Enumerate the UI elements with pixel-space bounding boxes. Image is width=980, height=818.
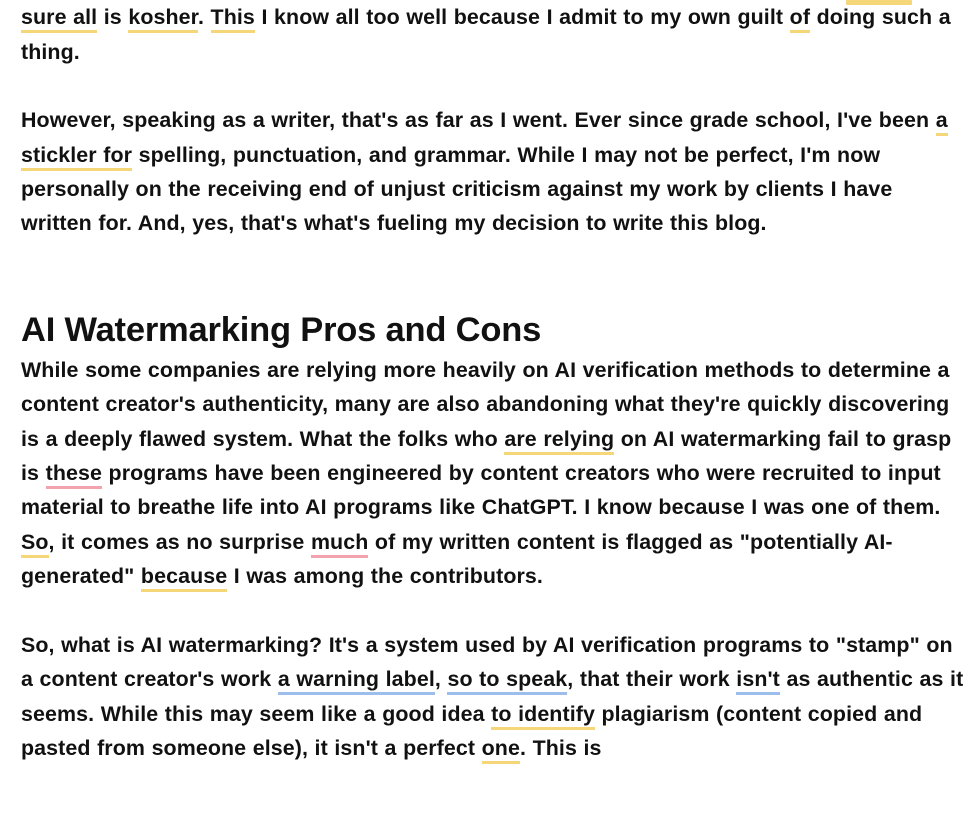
section-gap: [21, 241, 966, 299]
text-run: . This is: [519, 735, 602, 760]
text-run: , it comes as no surprise: [48, 529, 311, 554]
highlight-so-to-speak[interactable]: so to speak: [447, 667, 567, 695]
text-run: While some companies are relying more heavily on AI verification methods to determine a content creator's authenticity, many are also abandoning what they're quickly discovering is a deeply flawed system. What the folks who: [21, 357, 950, 451]
text-run: is: [97, 5, 129, 30]
text-run: spelling, punctuation, and grammar. While I may not be perfect, I'm now personally on the receiving end of unjust criticism against my work by clients I have written for. And, yes, that's what's fueling my decision to write this blog.: [21, 142, 893, 236]
text-run: .: [197, 5, 211, 30]
text-run: ,: [434, 667, 448, 692]
text-run: on AI watermarking fail to grasp is: [21, 426, 952, 486]
paragraph-writer: [21, 103, 966, 241]
highlight-to-identify[interactable]: to identify: [491, 702, 595, 730]
section-heading: AI Watermarking Pros and Cons: [21, 310, 542, 349]
paragraph-intro: [21, 0, 966, 69]
highlight-sure-all[interactable]: sure all: [21, 5, 97, 33]
text-run: , that their work: [567, 667, 737, 692]
highlight-one[interactable]: one: [482, 736, 520, 764]
text-run: I was among the contributors.: [227, 564, 543, 589]
highlight-because[interactable]: because: [141, 564, 227, 592]
text-run: I know all too well because I admit to my own guilt: [254, 5, 790, 30]
text-run: So, what is AI watermarking? It's a system used by AI verification programs to "stamp" on a content creator's work: [21, 632, 953, 692]
highlight-of[interactable]: of: [790, 5, 810, 33]
highlight-so[interactable]: So: [21, 530, 49, 558]
text-run: However, speaking as a writer, that's as far as I went. Ever since grade school, I've been: [21, 108, 936, 133]
paragraph-what-is: [21, 628, 966, 766]
paragraph-companies: [21, 353, 966, 594]
highlight-kosher[interactable]: kosher: [128, 5, 198, 33]
text-run: programs have been engineered by content creators who were recruited to input material to breathe life into AI programs like ChatGPT. I know because I was one of them.: [21, 461, 941, 520]
highlight-a-stickler-for[interactable]: a stickler for: [21, 108, 948, 170]
text-run: of my written content is flagged as "potentially AI-generated": [21, 529, 893, 589]
highlight-this[interactable]: This: [211, 5, 255, 33]
paragraph-gap: [21, 594, 966, 628]
text-run: doing such a thing.: [21, 5, 951, 64]
highlight-isnt[interactable]: isn't: [736, 667, 780, 695]
paragraph-gap: [21, 69, 966, 103]
text-run: as authentic as it seems. While this may seem like a good idea: [21, 667, 964, 726]
highlight-a-warning-label[interactable]: a warning label: [278, 667, 435, 695]
highlight-these[interactable]: these: [46, 461, 102, 489]
highlight-much[interactable]: much: [311, 530, 368, 558]
highlight-are-relying[interactable]: are relying: [504, 427, 614, 455]
article-body: [21, 0, 966, 765]
text-run: plagiarism (content copied and pasted from someone else), it isn't a perfect: [21, 701, 923, 760]
